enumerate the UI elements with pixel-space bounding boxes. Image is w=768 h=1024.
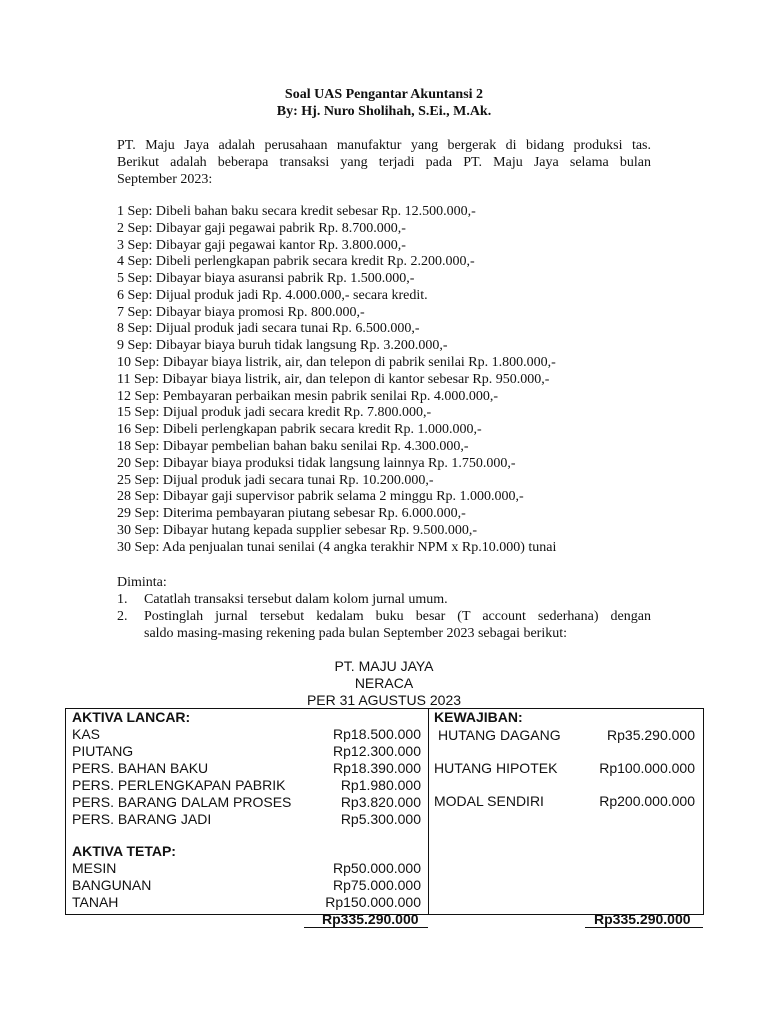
asset-row [72, 894, 421, 911]
transaction-item: 20 Sep: Dibayar biaya produksi tidak langsung lainnya Rp. 1.750.000,- [117, 455, 516, 471]
intro-line: Berikut adalah beberapa transaksi yang terjadi pada PT. Maju Jaya selama bulan [117, 155, 651, 170]
transaction-item: 30 Sep: Dibayar hutang kepada supplier sebesar Rp. 9.500.000,- [117, 522, 478, 538]
total-liabilities: Rp335.290.000 [594, 911, 691, 927]
balance-sheet-date: PER 31 AGUSTUS 2023 [306, 692, 462, 708]
asset-label: TANAH [72, 894, 119, 910]
transaction-item: 18 Sep: Dibayar pembelian bahan baku senilai Rp. 4.300.000,- [117, 438, 469, 454]
liability-row [434, 760, 695, 777]
asset-value: Rp5.300.000 [340, 811, 421, 827]
fixed-assets-heading: AKTIVA TETAP: [72, 843, 176, 859]
liability-label: MODAL SENDIRI [434, 793, 544, 809]
requirements-section [117, 574, 651, 642]
asset-row [72, 743, 421, 760]
asset-row [72, 877, 421, 894]
liability-row [434, 793, 695, 810]
transaction-item: 9 Sep: Dibayar biaya buruh tidak langsung Rp. 3.200.000,- [117, 338, 448, 354]
total-assets: Rp335.290.000 [322, 911, 419, 927]
transaction-item: 28 Sep: Dibayar gaji supervisor pabrik selama 2 minggu Rp. 1.000.000,- [117, 489, 524, 505]
liability-value: Rp35.290.000 [607, 727, 695, 743]
intro-line: PT. Maju Jaya adalah perusahaan manufaktur yang bergerak di bidang produksi tas. [117, 138, 651, 153]
intro-paragraph [117, 137, 651, 188]
asset-row [72, 777, 421, 794]
document-author: By: Hj. Nuro Sholihah, S.Ei., M.Ak. [276, 104, 492, 119]
asset-row [72, 794, 421, 811]
total-assets-underline [304, 927, 428, 928]
requirement-line: Postinglah jurnal tersebut kedalam buku besar (T account sederhana) dengan [144, 609, 651, 624]
asset-label: MESIN [72, 860, 117, 876]
requirement-item [117, 608, 651, 642]
liability-label: HUTANG HIPOTEK [434, 760, 558, 776]
transaction-item: 30 Sep: Ada penjualan tunai senilai (4 angka terakhir NPM x Rp.10.000) tunai [117, 539, 557, 555]
asset-value: Rp18.500.000 [333, 726, 421, 742]
transaction-item: 3 Sep: Dibayar gaji pegawai kantor Rp. 3.800.000,- [117, 237, 406, 253]
asset-label: PERS. BARANG DALAM PROSES [72, 794, 292, 810]
total-liabilities-underline [585, 927, 703, 928]
asset-label: KAS [72, 726, 101, 742]
column-divider [428, 709, 429, 914]
asset-value: Rp1.980.000 [340, 777, 421, 793]
requirement-text: Catatlah transaksi tersebut dalam kolom jurnal umum. [144, 592, 448, 607]
transaction-item: 15 Sep: Dijual produk jadi secara kredit Rp. 7.800.000,- [117, 405, 432, 421]
transaction-item: 11 Sep: Dibayar biaya listrik, air, dan telepon di kantor sebesar Rp. 950.000,- [117, 371, 550, 387]
liability-row [438, 727, 695, 744]
transaction-list [117, 204, 657, 556]
asset-value: Rp18.390.000 [333, 760, 421, 776]
liability-value: Rp200.000.000 [599, 793, 695, 809]
transaction-item: 25 Sep: Dijual produk jadi secara tunai Rp. 10.200.000,- [117, 472, 434, 488]
liabilities-heading: KEWAJIBAN: [434, 709, 523, 725]
transaction-item: 4 Sep: Dibeli perlengkapan pabrik secara kredit Rp. 2.200.000,- [117, 254, 475, 270]
requirement-number: 1. [117, 592, 128, 607]
asset-value: Rp12.300.000 [333, 743, 421, 759]
balance-sheet-name: NERACA [354, 675, 414, 691]
requirement-item [117, 591, 651, 608]
asset-row [72, 811, 421, 828]
requirements-heading: Diminta: [117, 575, 167, 590]
requirement-number: 2. [117, 609, 128, 624]
asset-value: Rp3.820.000 [340, 794, 421, 810]
transaction-item: 2 Sep: Dibayar gaji pegawai pabrik Rp. 8.700.000,- [117, 220, 406, 236]
asset-row [72, 760, 421, 777]
asset-label: PERS. PERLENGKAPAN PABRIK [72, 777, 286, 793]
asset-label: PERS. BARANG JADI [72, 811, 212, 827]
transaction-item: 1 Sep: Dibeli bahan baku secara kredit sebesar Rp. 12.500.000,- [117, 204, 476, 219]
asset-label: PIUTANG [72, 743, 134, 759]
transaction-item: 29 Sep: Diterima pembayaran piutang sebesar Rp. 6.000.000,- [117, 506, 466, 522]
transaction-item: 8 Sep: Dijual produk jadi secara tunai Rp. 6.500.000,- [117, 321, 420, 337]
transaction-item: 5 Sep: Dibayar biaya asuransi pabrik Rp. 1.500.000,- [117, 271, 415, 287]
asset-value: Rp75.000.000 [333, 877, 421, 893]
asset-row [72, 726, 421, 743]
asset-value: Rp150.000.000 [325, 894, 421, 910]
liability-label: HUTANG DAGANG [438, 727, 561, 743]
transaction-item: 10 Sep: Dibayar biaya listrik, air, dan telepon di pabrik senilai Rp. 1.800.000,- [117, 355, 556, 371]
balance-sheet-company: PT. MAJU JAYA [334, 658, 434, 674]
requirement-line: saldo masing-masing rekening pada bulan September 2023 sebagai berikut: [144, 626, 568, 641]
asset-label: BANGUNAN [72, 877, 152, 893]
transaction-item: 12 Sep: Pembayaran perbaikan mesin pabrik senilai Rp. 4.000.000,- [117, 388, 499, 404]
transaction-item: 7 Sep: Dibayar biaya promosi Rp. 800.000,- [117, 304, 365, 320]
asset-value: Rp50.000.000 [333, 860, 421, 876]
asset-row [72, 860, 421, 877]
transaction-item: 6 Sep: Dijual produk jadi Rp. 4.000.000,- secara kredit. [117, 287, 428, 303]
intro-line: September 2023: [117, 172, 213, 187]
requirement-text [144, 608, 651, 642]
balance-sheet-table [65, 708, 704, 915]
liability-value: Rp100.000.000 [599, 760, 695, 776]
transaction-item: 16 Sep: Dibeli perlengkapan pabrik secara kredit Rp. 1.000.000,- [117, 422, 482, 438]
current-assets-heading: AKTIVA LANCAR: [72, 709, 191, 725]
document-title: Soal UAS Pengantar Akuntansi 2 [284, 87, 484, 102]
asset-label: PERS. BAHAN BAKU [72, 760, 209, 776]
